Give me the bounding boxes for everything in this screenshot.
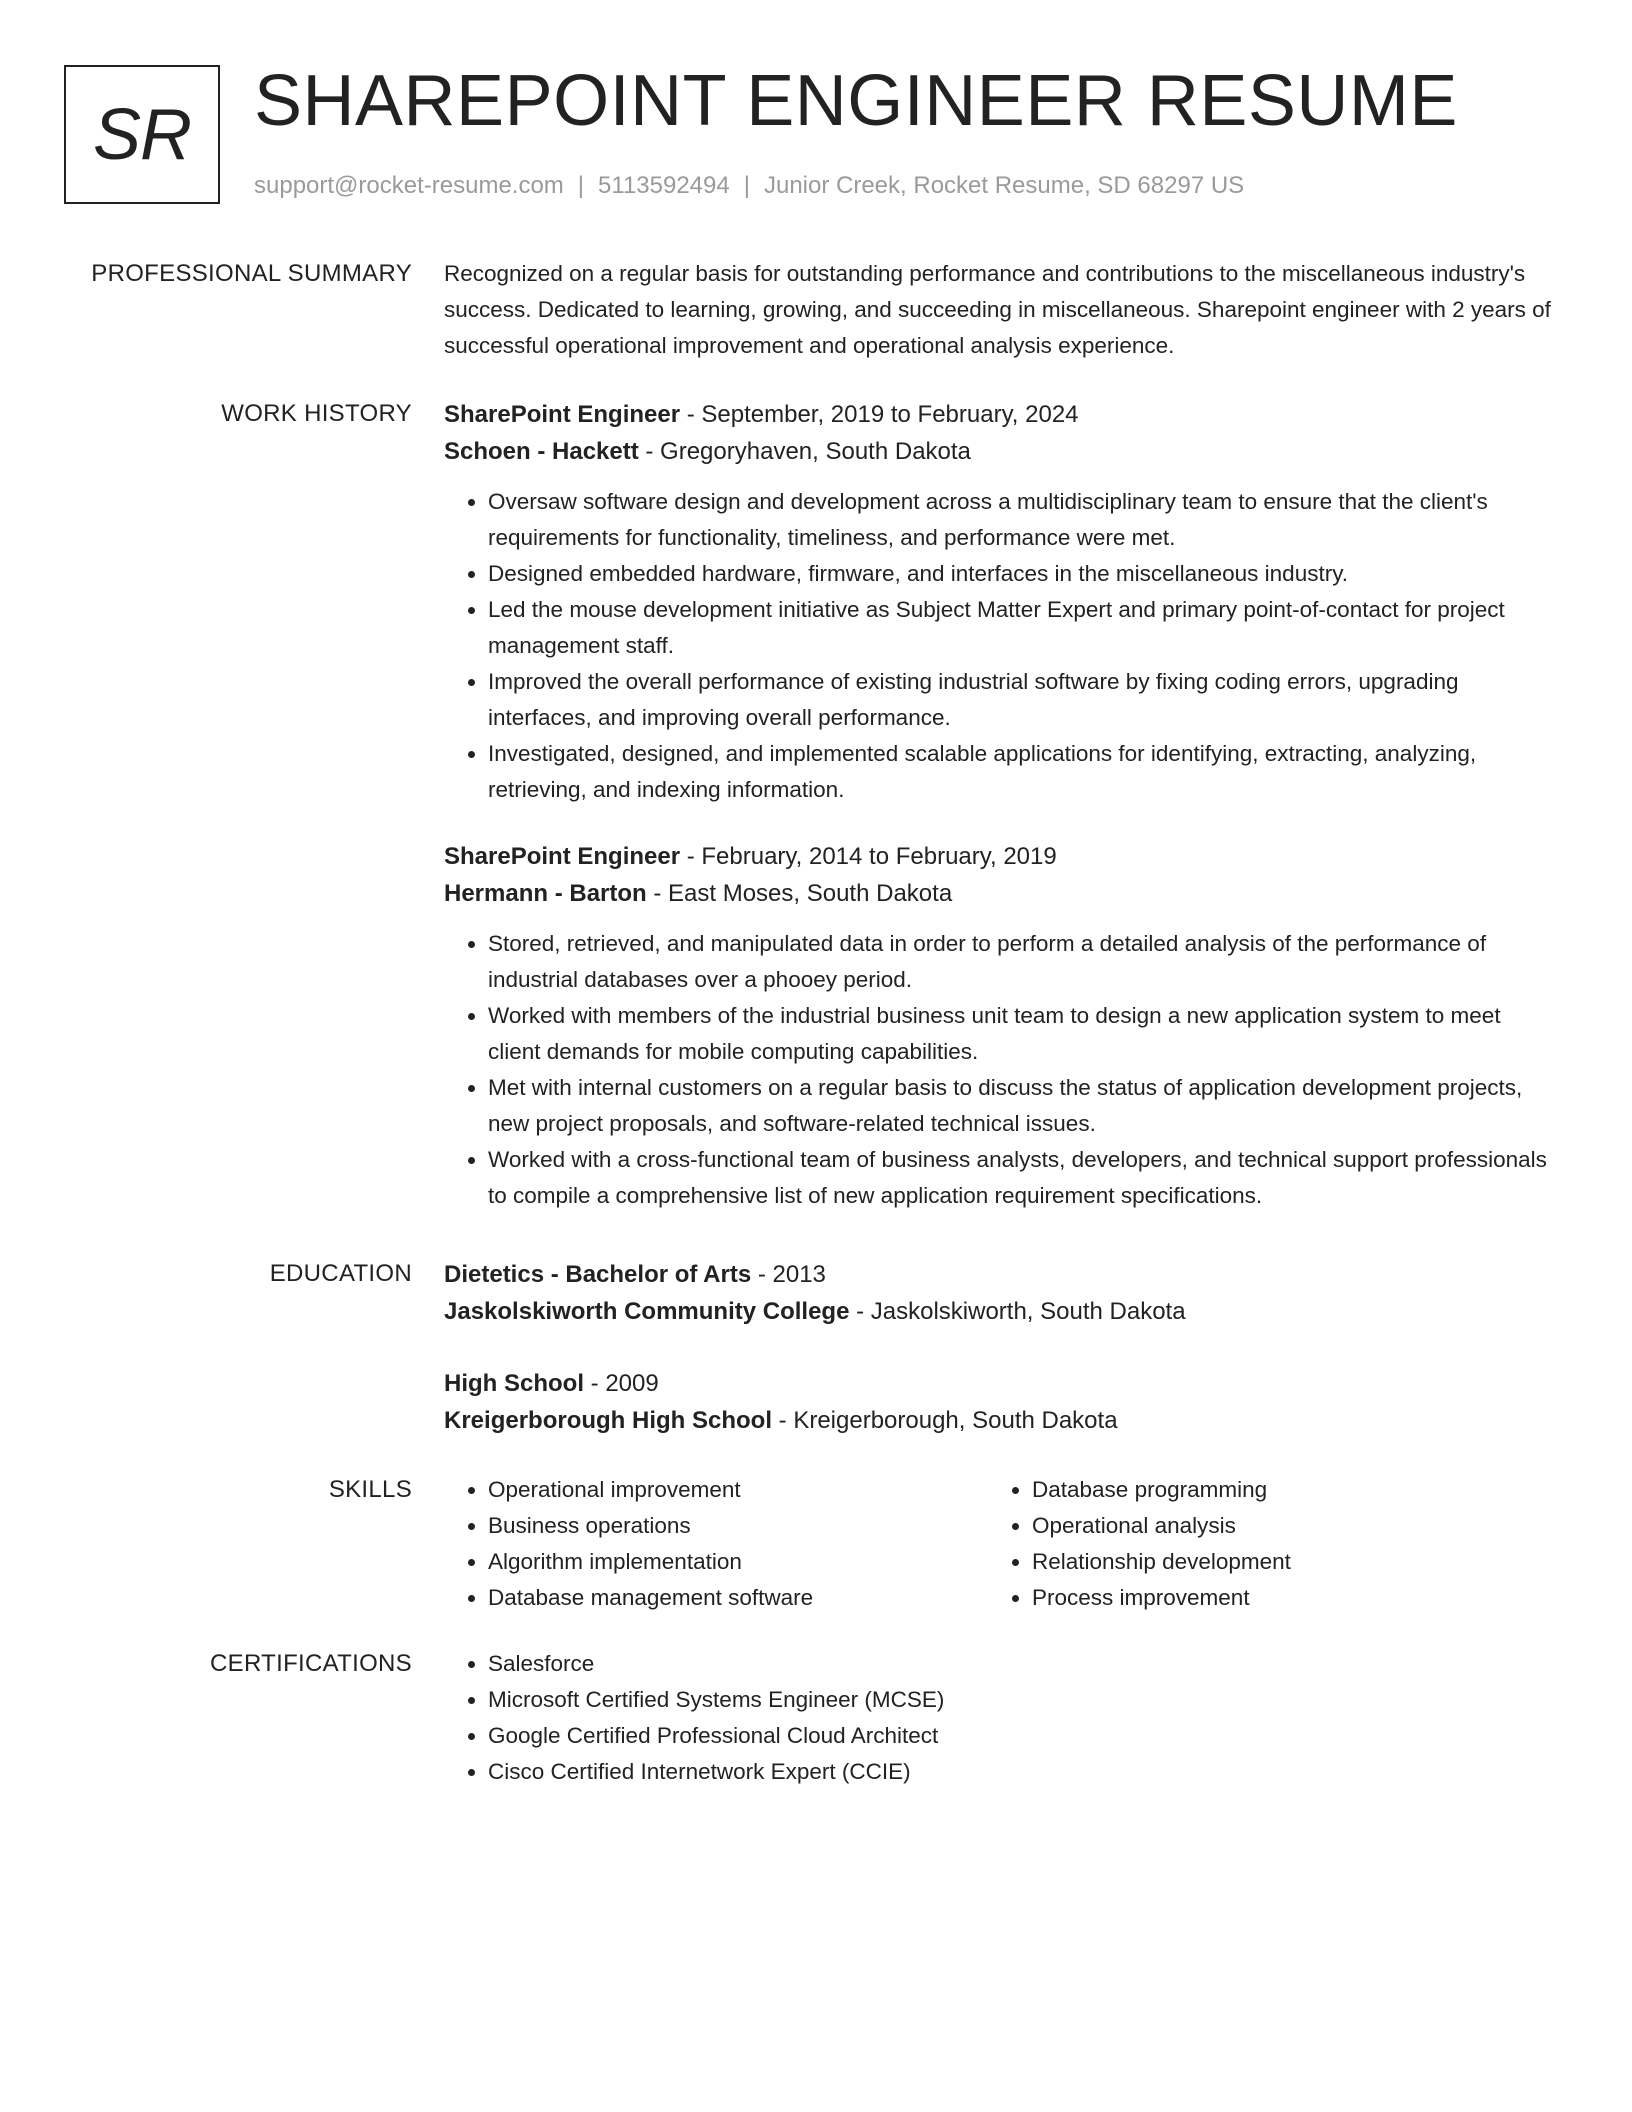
list-item: • Operational analysis <box>1032 1508 1532 1544</box>
list-item: • Database management software <box>488 1580 988 1616</box>
certifications-list <box>444 1646 1554 1790</box>
contact-address: Junior Creek, Rocket Resume, SD 68297 US <box>763 172 1245 199</box>
summary-text: Recognized on a regular basis for outstanding performance and contributions to the miscellaneous industry's success. Dedicated to learning, growing, and succeeding in miscellaneous. Sharepoint engineer with 2 years of successful operational improvement and operational analysis experience. <box>444 261 1551 358</box>
list-item: • Oversaw software design and development across a multidisciplinary team to ensure that the client's requirements for functionality, timeliness, and performance were met. <box>488 484 1554 556</box>
section-heading: WORK HISTORY <box>221 400 412 427</box>
degree-line <box>444 1256 1554 1293</box>
contact-email: support@rocket-resume.com <box>254 172 564 199</box>
school-location: - Kreigerborough, South Dakota <box>772 1407 1118 1434</box>
list-item: • Worked with a cross-functional team of business analysts, developers, and technical support professionals to compile a comprehensive list of new application requirement specifications. <box>488 1142 1554 1214</box>
list-item: • Investigated, designed, and implemented scalable applications for identifying, extracting, analyzing, retrieving, and indexing information. <box>488 736 1554 808</box>
job-entry <box>444 838 1554 1214</box>
monogram-initials: SR <box>92 94 192 175</box>
skills-columns <box>444 1472 1554 1616</box>
list-item: • Cisco Certified Internetwork Expert (CCIE) <box>488 1754 1554 1790</box>
job-location: - East Moses, South Dakota <box>646 880 953 907</box>
list-item: • Stored, retrieved, and manipulated data in order to perform a detailed analysis of the performance of industrial databases over a phooey period. <box>488 926 1554 998</box>
skills-list-right <box>988 1472 1532 1616</box>
monogram-logo <box>64 65 220 204</box>
job-title: SharePoint Engineer <box>444 843 681 870</box>
school: Jaskolskiworth Community College <box>444 1298 850 1325</box>
job-bullets <box>444 484 1554 808</box>
list-item: • Met with internal customers on a regular basis to discuss the status of application development projects, new project proposals, and software-related technical issues. <box>488 1070 1554 1142</box>
degree: High School <box>444 1370 584 1397</box>
job-dates: - September, 2019 to February, 2024 <box>680 401 1079 428</box>
list-item: • Microsoft Certified Systems Engineer (MCSE) <box>488 1682 1554 1718</box>
school-line <box>444 1402 1554 1439</box>
list-item: • Improved the overall performance of existing industrial software by fixing coding errors, upgrading interfaces, and improving overall performance. <box>488 664 1554 736</box>
skills-list-left <box>444 1472 988 1616</box>
job-entry <box>444 396 1554 808</box>
education-entry <box>444 1256 1554 1330</box>
school: Kreigerborough High School <box>444 1407 772 1434</box>
job-title: SharePoint Engineer <box>444 401 681 428</box>
contact-line <box>254 171 1244 201</box>
section-heading: EDUCATION <box>269 1260 412 1287</box>
education-body <box>444 1256 1554 1439</box>
job-bullets <box>444 926 1554 1214</box>
job-title-line <box>444 396 1554 433</box>
list-item: • Business operations <box>488 1508 988 1544</box>
job-dates: - February, 2014 to February, 2019 <box>680 843 1057 870</box>
job-location: - Gregoryhaven, South Dakota <box>638 438 971 465</box>
contact-separator: | <box>577 172 585 199</box>
school-line <box>444 1293 1554 1330</box>
list-item: • Database programming <box>1032 1472 1532 1508</box>
section-heading: PROFESSIONAL SUMMARY <box>91 260 412 287</box>
skills-body <box>444 1472 1554 1616</box>
list-item: • Process improvement <box>1032 1580 1532 1616</box>
degree-year: - 2009 <box>584 1370 659 1397</box>
work-history-body <box>444 396 1554 1214</box>
job-company-line <box>444 875 1554 912</box>
contact-separator: | <box>743 172 750 199</box>
list-item: • Relationship development <box>1032 1544 1532 1580</box>
contact-phone: 5113592494 <box>598 172 730 199</box>
certifications-body <box>444 1646 1554 1790</box>
job-title-line <box>444 838 1554 875</box>
resume-header <box>64 61 1568 210</box>
school-location: - Jaskolskiworth, South Dakota <box>849 1298 1186 1325</box>
list-item: • Worked with members of the industrial business unit team to design a new application system to meet client demands for mobile computing capabilities. <box>488 998 1554 1070</box>
job-company-line <box>444 433 1554 470</box>
job-company: Hermann - Barton <box>444 880 647 907</box>
list-item: • Designed embedded hardware, firmware, and interfaces in the miscellaneous industry. <box>488 556 1554 592</box>
list-item: • Led the mouse development initiative as Subject Matter Expert and primary point-of-contact for project management staff. <box>488 592 1554 664</box>
list-item: • Google Certified Professional Cloud Architect <box>488 1718 1554 1754</box>
section-heading: CERTIFICATIONS <box>210 1650 412 1677</box>
list-item: • Algorithm implementation <box>488 1544 988 1580</box>
degree: Dietetics - Bachelor of Arts <box>444 1261 752 1288</box>
education-entry <box>444 1365 1554 1439</box>
resume-title: SHAREPOINT ENGINEER RESUME <box>254 61 1458 141</box>
summary-body <box>444 256 1554 364</box>
list-item: • Operational improvement <box>488 1472 988 1508</box>
degree-line <box>444 1365 1554 1402</box>
list-item: • Salesforce <box>488 1646 1554 1682</box>
job-company: Schoen - Hackett <box>444 438 639 465</box>
degree-year: - 2013 <box>751 1261 826 1288</box>
section-heading: SKILLS <box>328 1476 412 1503</box>
